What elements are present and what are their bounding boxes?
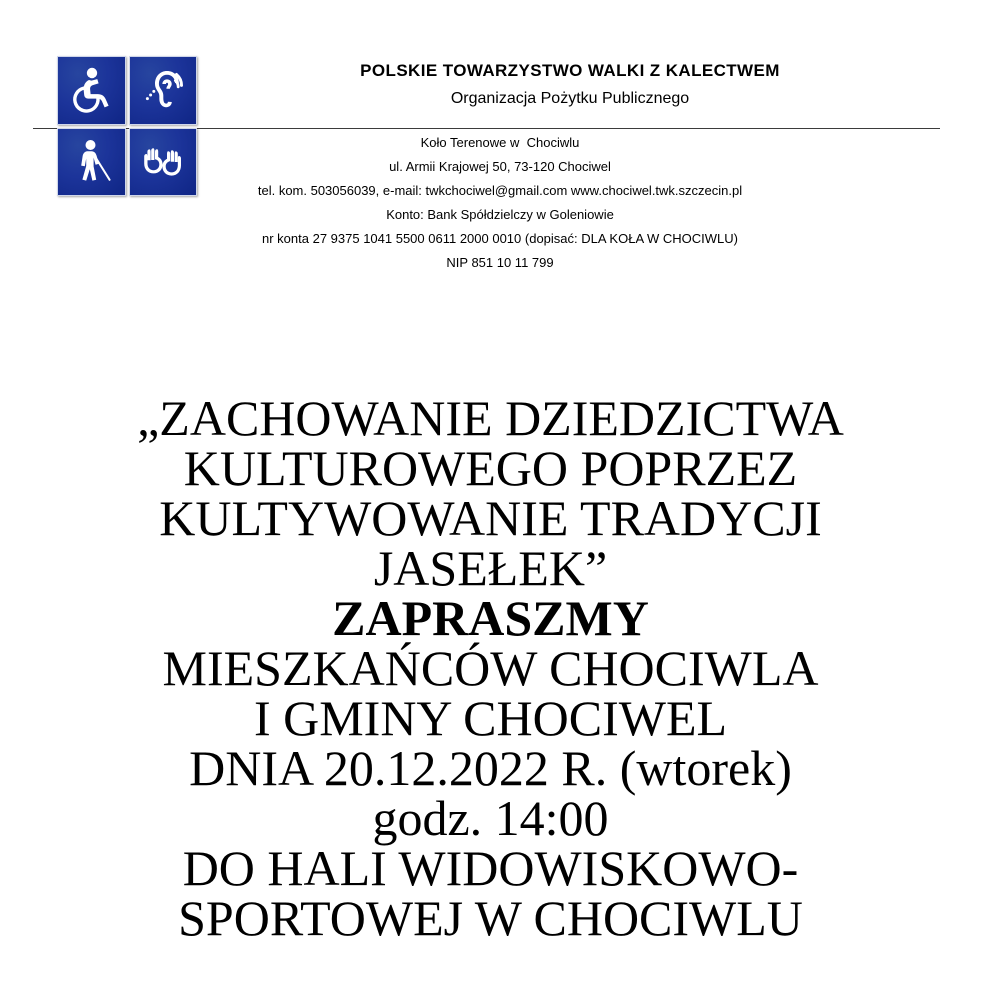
announcement-title-line-4: JASEŁEK” [373, 540, 608, 596]
announcement-venue-2: SPORTOWEJ W CHOCIWLU [178, 890, 803, 946]
contact-line-bank: Konto: Bank Spółdzielczy w Goleniowie [386, 207, 614, 222]
announcement-title-line-1: „ZACHOWANIE DZIEDZICTWA [137, 390, 844, 446]
announcement-venue-1: DO HALI WIDOWISKOWO- [182, 840, 799, 896]
organization-name: POLSKIE TOWARZYSTWO WALKI Z KALECTWEM [360, 61, 780, 80]
announcement-body [0, 390, 981, 946]
announcement-audience-1: MIESZKAŃCÓW CHOCIWLA [162, 640, 819, 696]
announcement-invite-verb: ZAPRASZMY [332, 590, 649, 646]
announcement-time: godz. 14:00 [372, 790, 609, 846]
announcement-date: DNIA 20.12.2022 R. (wtorek) [189, 740, 792, 796]
announcement-title-line-3: KULTYWOWANIE TRADYCJI [159, 490, 822, 546]
wheelchair-icon [57, 56, 126, 125]
contact-line-account: nr konta 27 9375 1041 5500 0611 2000 0010 (dopisać: DLA KOŁA W CHOCIWLU) [262, 231, 738, 246]
announcement-title-line-2: KULTUROWEGO POPRZEZ [183, 440, 798, 496]
contact-line-address: ul. Armii Krajowej 50, 73-120 Chociwel [389, 159, 611, 174]
letterhead [0, 0, 981, 290]
organization-subtitle: Organizacja Pożytku Publicznego [450, 90, 690, 107]
organization-heading [200, 60, 940, 112]
hearing-ear-icon [129, 56, 198, 125]
contact-details [150, 131, 850, 275]
contact-line-phone-email: tel. kom. 503056039, e-mail: twkchociwel@gmail.com www.chociwel.twk.szczecin.pl [257, 183, 743, 198]
contact-line-nip: NIP 851 10 11 799 [446, 255, 554, 270]
blind-cane-icon [57, 128, 126, 197]
contact-line-branch: Koło Terenowe w Chociwlu [420, 135, 580, 150]
announcement-audience-2: I GMINY CHOCIWEL [253, 690, 728, 746]
